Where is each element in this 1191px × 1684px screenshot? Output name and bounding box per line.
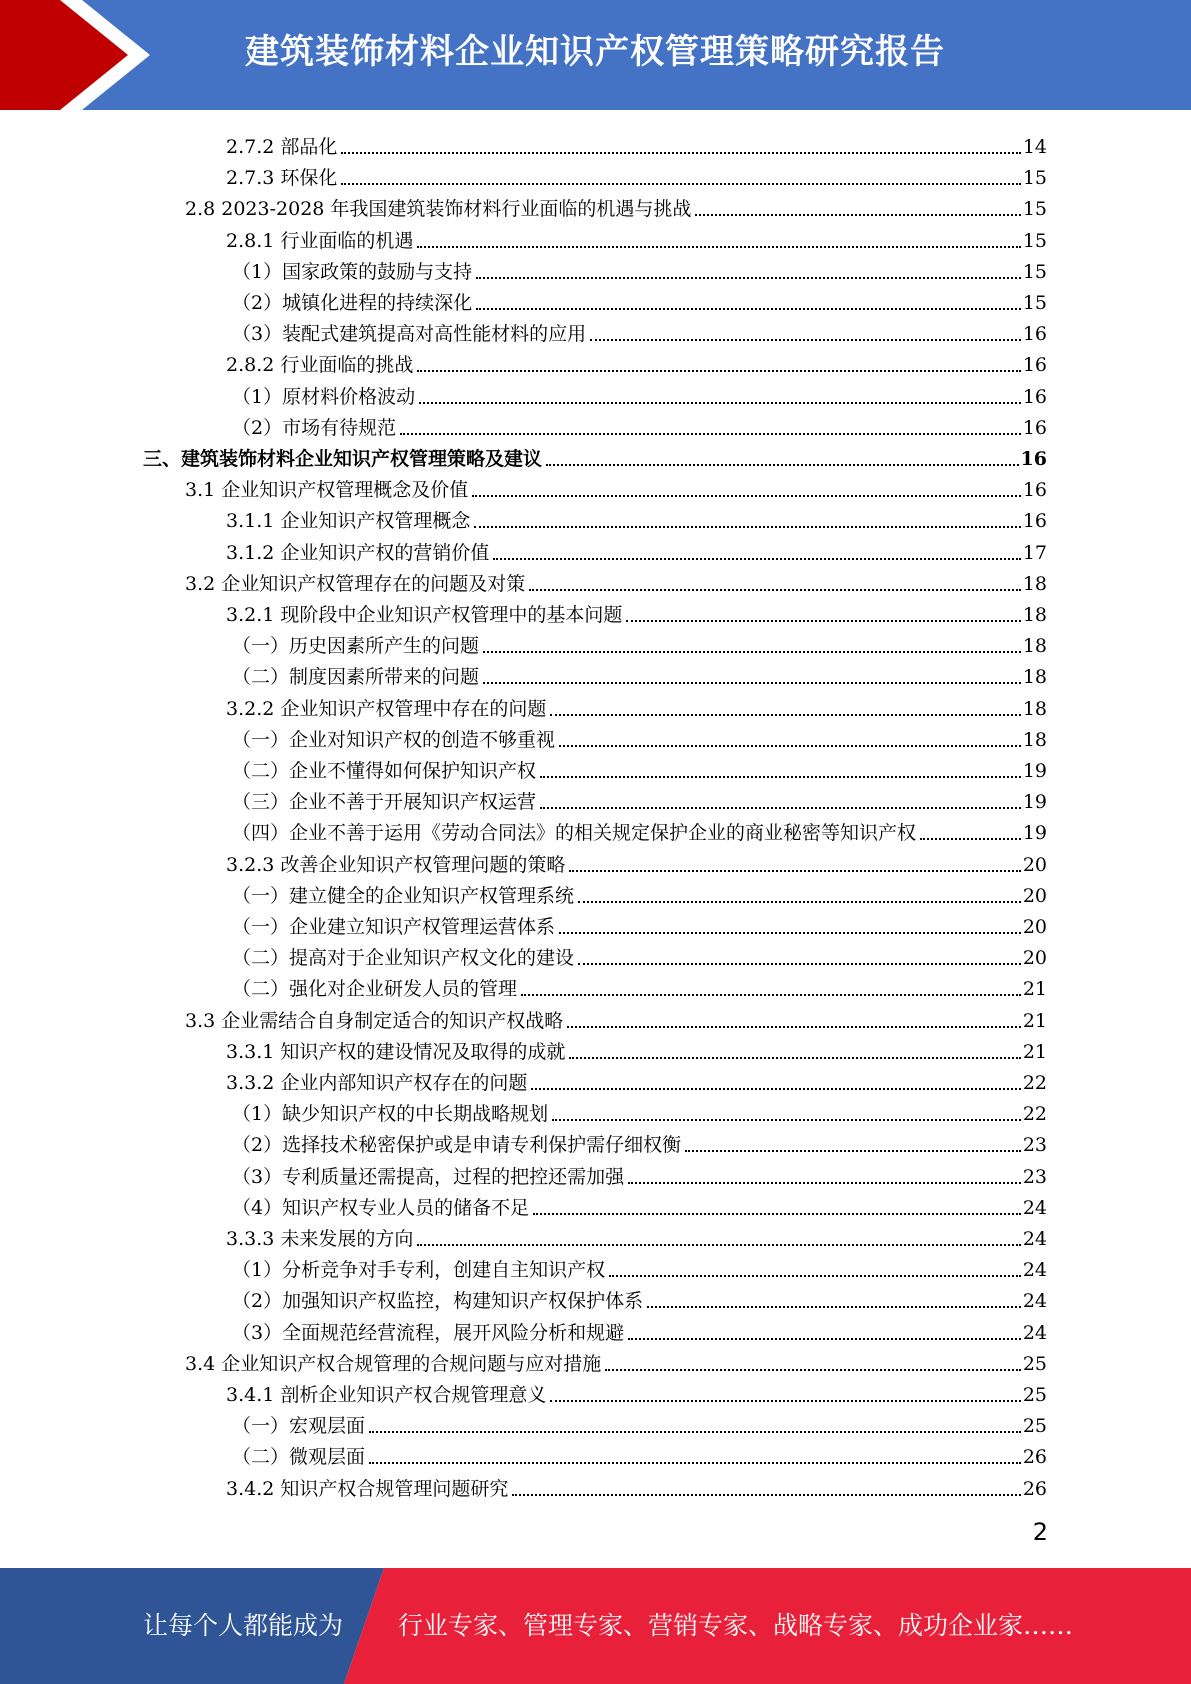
toc-entry[interactable] (226, 128, 1047, 159)
toc-leader-dots (559, 932, 1021, 934)
toc-entry-page: 26 (1022, 1446, 1047, 1469)
toc-entry-label: （一）企业对知识产权的创造不够重视 (232, 728, 556, 751)
toc-entry-page: 25 (1022, 1384, 1047, 1406)
toc-leader-dots (400, 433, 1021, 435)
toc-entry-page: 22 (1022, 1072, 1047, 1094)
toc-entry[interactable] (226, 502, 1047, 533)
toc-entry[interactable] (226, 346, 1047, 377)
toc-leader-dots (578, 901, 1021, 903)
toc-entry-page: 19 (1022, 791, 1047, 814)
toc-entry-label: （二）提高对于企业知识产权文化的建设 (232, 947, 575, 970)
toc-entry[interactable] (185, 190, 1047, 221)
toc-entry-page: 19 (1022, 822, 1047, 845)
toc-entry[interactable] (232, 409, 1047, 440)
toc-entry-label: 2.7.3 环保化 (226, 167, 338, 190)
toc-leader-dots (483, 682, 1021, 684)
toc-entry[interactable] (232, 1251, 1047, 1282)
toc-entry-page: 18 (1022, 728, 1047, 751)
toc-entry[interactable] (143, 440, 1047, 471)
toc-entry-page: 24 (1022, 1321, 1047, 1344)
toc-entry[interactable] (232, 1282, 1047, 1313)
toc-entry-label: （4）知识产权专业人员的储备不足 (232, 1196, 530, 1219)
toc-entry[interactable] (226, 690, 1047, 721)
toc-entry-page: 21 (1022, 1009, 1047, 1032)
toc-entry-page: 15 (1022, 167, 1047, 190)
toc-leader-dots (590, 339, 1021, 341)
toc-entry[interactable] (185, 565, 1047, 596)
toc-entry[interactable] (232, 814, 1047, 845)
toc-entry[interactable] (232, 658, 1047, 689)
toc-entry-label: （1）分析竞争对手专利，创建自主知识产权 (232, 1259, 606, 1282)
toc-entry-label: 3.2.3 改善企业知识产权管理问题的策略 (226, 853, 566, 876)
toc-leader-dots (647, 1306, 1021, 1308)
toc-entry-label: （1）缺少知识产权的中长期战略规划 (232, 1103, 549, 1126)
toc-entry-label: 三、建筑装饰材料企业知识产权管理策略及建议 (143, 448, 543, 470)
toc-entry-page: 18 (1022, 572, 1047, 595)
toc-entry-page: 23 (1022, 1165, 1047, 1188)
toc-entry[interactable] (226, 1033, 1047, 1064)
toc-leader-dots (369, 1462, 1021, 1464)
toc-entry-page: 24 (1022, 1259, 1047, 1282)
toc-leader-dots (417, 1244, 1020, 1246)
toc-leader-dots (567, 1026, 1021, 1028)
toc-leader-dots (569, 1057, 1020, 1059)
toc-entry-label: （一）宏观层面 (232, 1415, 366, 1438)
toc-entry-page: 15 (1022, 260, 1047, 283)
toc-entry-page: 22 (1022, 1103, 1047, 1126)
toc-leader-dots (417, 370, 1020, 372)
toc-entry-label: （2）市场有待规范 (232, 416, 397, 439)
toc-entry[interactable] (226, 222, 1047, 253)
toc-leader-dots (531, 1088, 1020, 1090)
toc-entry[interactable] (226, 596, 1047, 627)
toc-entry-page: 24 (1022, 1228, 1047, 1250)
toc-entry-page: 21 (1022, 1040, 1047, 1063)
toc-leader-dots (417, 246, 1020, 248)
toc-entry-label: 3.4.1 剖析企业知识产权合规管理意义 (226, 1384, 547, 1406)
toc-entry-page: 16 (1022, 354, 1047, 377)
toc-entry-page: 26 (1022, 1477, 1047, 1500)
toc-entry[interactable] (232, 1438, 1047, 1469)
toc-entry-label: 3.1 企业知识产权管理概念及价值 (185, 479, 469, 502)
toc-entry-label: 3.1.1 企业知识产权管理概念 (226, 510, 471, 533)
toc-entry[interactable] (185, 471, 1047, 502)
toc-entry-page: 18 (1022, 697, 1047, 720)
toc-entry-label: （三）企业不善于开展知识产权运营 (232, 791, 537, 814)
toc-leader-dots (341, 152, 1020, 154)
toc-entry-label: （2）城镇化进程的持续深化 (232, 292, 473, 314)
toc-entry-label: 2.8 2023-2028 年我国建筑装饰材料行业面临的机遇与挑战 (185, 198, 692, 221)
toc-entry-page: 18 (1022, 604, 1047, 626)
toc-leader-dots (483, 651, 1021, 653)
toc-entry[interactable] (226, 1376, 1047, 1407)
toc-entry-label: （3）专利质量还需提高，过程的把控还需加强 (232, 1165, 625, 1188)
toc-entry-label: 3.2 企业知识产权管理存在的问题及对策 (185, 572, 526, 595)
toc-entry-page: 23 (1022, 1134, 1047, 1157)
toc-entry[interactable] (232, 284, 1047, 315)
toc-entry[interactable] (185, 1002, 1047, 1033)
toc-entry-label: 3.3 企业需结合自身制定适合的知识产权战略 (185, 1009, 564, 1032)
toc-entry-label: 2.8.2 行业面临的挑战 (226, 354, 414, 377)
toc-leader-dots (569, 870, 1020, 872)
toc-entry[interactable] (226, 534, 1047, 565)
toc-entry-page: 24 (1022, 1196, 1047, 1219)
toc-entry-label: （2）加强知识产权监控，构建知识产权保护体系 (232, 1290, 644, 1313)
footer-banner (0, 1568, 1191, 1684)
toc-entry-page: 19 (1022, 760, 1047, 782)
toc-entry-label: （二）强化对企业研发人员的管理 (232, 978, 518, 1001)
toc-entry-label: 3.4 企业知识产权合规管理的合规问题与应对措施 (185, 1352, 602, 1375)
toc-entry-page: 21 (1022, 978, 1047, 1001)
toc-entry-page: 16 (1020, 448, 1047, 470)
toc-entry-label: 3.3.1 知识产权的建设情况及取得的成就 (226, 1040, 566, 1063)
toc-entry-page: 18 (1022, 666, 1047, 689)
toc-entry-label: （一）建立健全的企业知识产权管理系统 (232, 884, 575, 907)
toc-entry-page: 16 (1022, 323, 1047, 346)
toc-entry-label: （1）国家政策的鼓励与支持 (232, 260, 473, 283)
toc-entry[interactable] (232, 1158, 1047, 1189)
header-banner (0, 0, 1191, 110)
page-number: 2 (1032, 1518, 1048, 1546)
toc-entry-label: 2.7.2 部品化 (226, 136, 338, 158)
toc-entry[interactable] (232, 1189, 1047, 1220)
toc-entry-label: 3.2.2 企业知识产权管理中存在的问题 (226, 697, 547, 720)
toc-entry-label: （二）制度因素所带来的问题 (232, 666, 480, 689)
toc-leader-dots (419, 402, 1021, 404)
toc-leader-dots (920, 838, 1021, 840)
toc-entry[interactable] (185, 1345, 1047, 1376)
toc-entry-page: 24 (1022, 1290, 1047, 1313)
toc-entry-label: 3.3.3 未来发展的方向 (226, 1228, 414, 1250)
toc-entry[interactable] (232, 253, 1047, 284)
toc-leader-dots (550, 714, 1020, 716)
footer-slogan-left: 让每个人都能成为 (143, 1611, 344, 1640)
toc-entry[interactable] (232, 970, 1047, 1001)
toc-entry[interactable] (232, 1314, 1047, 1345)
toc-entry-label: （1）原材料价格波动 (232, 385, 416, 408)
toc-entry-page: 25 (1022, 1415, 1047, 1438)
toc-entry[interactable] (232, 783, 1047, 814)
toc-leader-dots (476, 308, 1021, 310)
toc-entry-page: 17 (1022, 541, 1047, 564)
toc-leader-dots (474, 526, 1020, 528)
toc-entry-page: 16 (1022, 510, 1047, 533)
toc-entry-label: 3.1.2 企业知识产权的营销价值 (226, 541, 490, 564)
toc-entry-page: 20 (1022, 916, 1047, 938)
toc-leader-dots (628, 1338, 1021, 1340)
toc-entry-page: 20 (1022, 884, 1047, 907)
toc-entry-label: （二）企业不懂得如何保护知识产权 (232, 760, 537, 782)
toc-leader-dots (685, 1150, 1021, 1152)
toc-entry[interactable] (232, 378, 1047, 409)
toc-entry[interactable] (232, 1095, 1047, 1126)
toc-leader-dots (540, 807, 1021, 809)
toc-entry[interactable] (232, 315, 1047, 346)
toc-entry-label: （二）微观层面 (232, 1446, 366, 1469)
toc-entry[interactable] (232, 1407, 1047, 1438)
toc-leader-dots (369, 1431, 1021, 1433)
toc-leader-dots (546, 464, 1019, 466)
toc-leader-dots (605, 1369, 1021, 1371)
footer-slogan-right: 行业专家、管理专家、营销专家、战略专家、成功企业家…… (398, 1611, 1074, 1640)
toc-entry-label: 3.3.2 企业内部知识产权存在的问题 (226, 1072, 528, 1094)
toc-entry-label: （3）全面规范经营流程，展开风险分析和规避 (232, 1321, 625, 1344)
toc-leader-dots (552, 1119, 1021, 1121)
toc-leader-dots (559, 745, 1021, 747)
toc-leader-dots (472, 495, 1021, 497)
report-title: 建筑装饰材料企业知识产权管理策略研究报告 (245, 32, 945, 72)
toc-entry-label: 3.4.2 知识产权合规管理问题研究 (226, 1477, 509, 1500)
toc-entry-label: 3.2.1 现阶段中企业知识产权管理中的基本问题 (226, 604, 623, 626)
toc-leader-dots (540, 776, 1021, 778)
toc-leader-dots (578, 963, 1021, 965)
toc-entry[interactable] (232, 627, 1047, 658)
toc-entry[interactable] (226, 1220, 1047, 1251)
toc-entry-page: 18 (1022, 635, 1047, 658)
toc-entry-label: （2）选择技术秘密保护或是申请专利保护需仔细权衡 (232, 1134, 682, 1157)
toc-entry-page: 15 (1022, 229, 1047, 252)
toc-entry-label: （一）企业建立知识产权管理运营体系 (232, 916, 556, 938)
toc-leader-dots (550, 1400, 1020, 1402)
toc-leader-dots (626, 620, 1020, 622)
toc-leader-dots (521, 994, 1021, 996)
toc-entry[interactable] (232, 752, 1047, 783)
toc-leader-dots (493, 558, 1020, 560)
toc-entry-page: 16 (1022, 416, 1047, 439)
toc-entry-page: 20 (1022, 853, 1047, 876)
toc-entry-label: 2.8.1 行业面临的机遇 (226, 229, 414, 252)
toc-entry[interactable] (232, 877, 1047, 908)
toc-entry[interactable] (226, 159, 1047, 190)
toc-entry-page: 20 (1022, 947, 1047, 970)
toc-entry-label: （四）企业不善于运用《劳动合同法》的相关规定保护企业的商业秘密等知识产权 (232, 822, 917, 845)
toc-entry-page: 16 (1022, 385, 1047, 408)
toc-leader-dots (628, 1182, 1021, 1184)
toc-entry-page: 14 (1022, 136, 1047, 158)
toc-leader-dots (512, 1494, 1020, 1496)
toc-entry[interactable] (232, 721, 1047, 752)
toc-leader-dots (529, 589, 1021, 591)
toc-entry[interactable] (226, 1470, 1047, 1501)
toc-entry-label: （3）装配式建筑提高对高性能材料的应用 (232, 323, 587, 346)
toc-entry[interactable] (226, 1064, 1047, 1095)
toc-entry[interactable] (226, 846, 1047, 877)
toc-entry[interactable] (232, 1126, 1047, 1157)
toc-leader-dots (341, 183, 1020, 185)
toc-leader-dots (476, 277, 1021, 279)
toc-entry-page: 25 (1022, 1352, 1047, 1375)
toc-leader-dots (533, 1213, 1021, 1215)
toc-leader-dots (695, 214, 1020, 216)
toc-entry-page: 15 (1022, 198, 1047, 221)
toc-entry-page: 15 (1022, 292, 1047, 314)
toc-leader-dots (609, 1275, 1021, 1277)
toc-entry[interactable] (232, 939, 1047, 970)
toc-entry[interactable] (232, 908, 1047, 939)
toc-entry-page: 16 (1022, 479, 1047, 502)
toc-entry-label: （一）历史因素所产生的问题 (232, 635, 480, 658)
